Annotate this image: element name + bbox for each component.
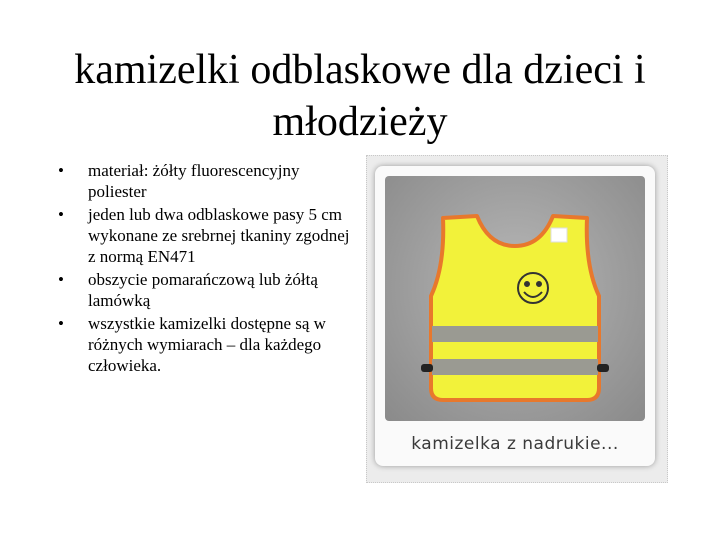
bullet-text: materiał: żółty fluorescencyjny poliester [88, 161, 300, 201]
bullet-item [58, 313, 358, 376]
bullet-list [58, 160, 358, 378]
slide-title: kamizelki odblaskowe dla dzieci i młodzieży [74, 47, 646, 145]
bullet-dot: • [58, 205, 64, 224]
product-caption[interactable]: kamizelka z nadrukie... [411, 434, 619, 454]
bullet-item [58, 160, 358, 202]
product-card[interactable] [375, 166, 655, 466]
bullet-text: jeden lub dwa odblaskowe pasy 5 cm wykonane ze srebrnej tkaniny zgodnej z normą EN471 [88, 205, 350, 266]
bullet-text: obszycie pomarańczową lub żółtą lamówką [88, 270, 318, 310]
product-photo [385, 176, 645, 421]
bullet-dot: • [58, 270, 64, 289]
reflective-stripe-lower [432, 359, 598, 375]
bullet-dot: • [58, 161, 64, 180]
bullet-text: wszystkie kamizelki dostępne są w różnych wymiarach – dla każdego człowieka. [88, 314, 326, 375]
reflective-vest-image [385, 176, 645, 421]
bullet-item [58, 269, 358, 311]
vest-strap-left [421, 364, 433, 372]
vest-label [551, 228, 567, 242]
product-image-frame [366, 155, 668, 483]
vest-strap-right [597, 364, 609, 372]
reflective-stripe-upper [432, 326, 598, 342]
bullet-dot: • [58, 314, 64, 333]
bullet-item [58, 204, 358, 267]
